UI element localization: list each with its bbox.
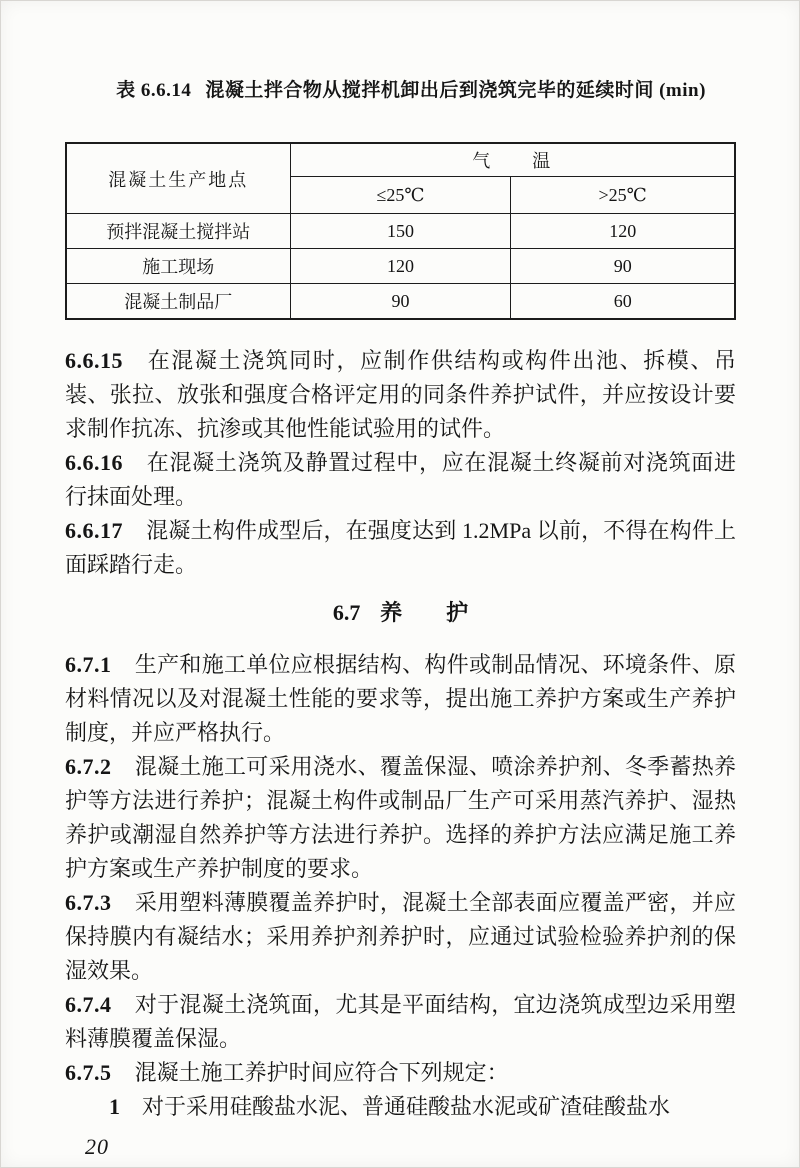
table-header-row-1	[66, 143, 735, 177]
table-caption	[65, 52, 736, 130]
clause-6-6-17	[65, 514, 736, 582]
clause-number: 6.7.2	[65, 754, 112, 779]
cell-location: 混凝土制品厂	[66, 284, 290, 320]
clause-number: 6.7.5	[65, 1060, 112, 1085]
clause-text: 采用塑料薄膜覆盖养护时，混凝土全部表面应覆盖严密，并应保持膜内有凝结水；采用养护剂养护时，应通过试验检验养护剂的保湿效果。	[65, 890, 736, 983]
cell-le25: 150	[290, 214, 511, 249]
header-temperature: 气 温	[290, 143, 735, 177]
header-location: 混凝土生产地点	[66, 143, 290, 214]
cell-le25: 90	[290, 284, 511, 320]
section-title: 养 护	[380, 600, 469, 625]
clause-text: 混凝土构件成型后，在强度达到 1.2MPa 以前，不得在构件上面踩踏行走。	[65, 518, 736, 577]
clause-text: 对于混凝土浇筑面，尤其是平面结构，宜边浇筑成型边采用塑料薄膜覆盖保湿。	[65, 992, 736, 1051]
table-row	[66, 214, 735, 249]
clause-text: 生产和施工单位应根据结构、构件或制品情况、环境条件、原材料情况以及对混凝土性能的要求等，提出施工养护方案或生产养护制度，并应严格执行。	[65, 652, 736, 745]
clause-text: 在混凝土浇筑同时，应制作供结构或构件出池、拆模、吊装、张拉、放张和强度合格评定用的同条件养护试件，并应按设计要求制作抗冻、抗渗或其他性能试验用的试件。	[65, 348, 736, 441]
page-number: 20	[85, 1134, 109, 1159]
cell-gt25: 120	[511, 214, 735, 249]
duration-table	[65, 142, 736, 320]
table-caption-label: 表 6.6.14	[116, 80, 192, 101]
table-row	[66, 284, 735, 320]
clause-number: 6.6.16	[65, 450, 123, 475]
clause-number: 6.7.3	[65, 890, 112, 915]
clause-6-7-1	[65, 648, 736, 750]
cell-location: 施工现场	[66, 249, 290, 284]
clause-6-7-3	[65, 886, 736, 988]
clause-6-6-15	[65, 344, 736, 446]
clause-text: 混凝土施工可采用浇水、覆盖保湿、喷涂养护剂、冬季蓄热养护等方法进行养护；混凝土构件或制品厂生产可采用蒸汽养护、湿热养护或潮湿自然养护等方法进行养护。选择的养护方法应满足施工养护方案或生产养护制度的要求。	[65, 754, 736, 881]
section-number: 6.7	[332, 600, 361, 625]
clause-number: 6.6.15	[65, 348, 123, 373]
clause-6-6-16	[65, 446, 736, 514]
body-text	[65, 344, 736, 1124]
header-le25: ≤25℃	[290, 177, 511, 214]
clause-number: 6.6.17	[65, 518, 123, 543]
header-gt25: >25℃	[511, 177, 735, 214]
clause-6-7-2	[65, 750, 736, 886]
clause-text: 在混凝土浇筑及静置过程中，应在混凝土终凝前对浇筑面进行抹面处理。	[65, 450, 736, 509]
clause-6-7-4	[65, 988, 736, 1056]
table-row	[66, 249, 735, 284]
cell-le25: 120	[290, 249, 511, 284]
cell-gt25: 60	[511, 284, 735, 320]
clause-6-7-5	[65, 1056, 736, 1090]
table-caption-title: 混凝土拌合物从搅拌机卸出后到浇筑完毕的延续时间 (min)	[205, 80, 706, 101]
subitem-number: 1	[109, 1094, 120, 1119]
clause-number: 6.7.4	[65, 992, 112, 1017]
clause-number: 6.7.1	[65, 652, 112, 677]
cell-location: 预拌混凝土搅拌站	[66, 214, 290, 249]
section-heading-6-7	[65, 596, 736, 630]
clause-text: 混凝土施工养护时间应符合下列规定：	[134, 1060, 509, 1085]
cell-gt25: 90	[511, 249, 735, 284]
subitem-text: 对于采用硅酸盐水泥、普通硅酸盐水泥或矿渣硅酸盐水	[142, 1094, 671, 1119]
subitem-1	[65, 1090, 736, 1124]
